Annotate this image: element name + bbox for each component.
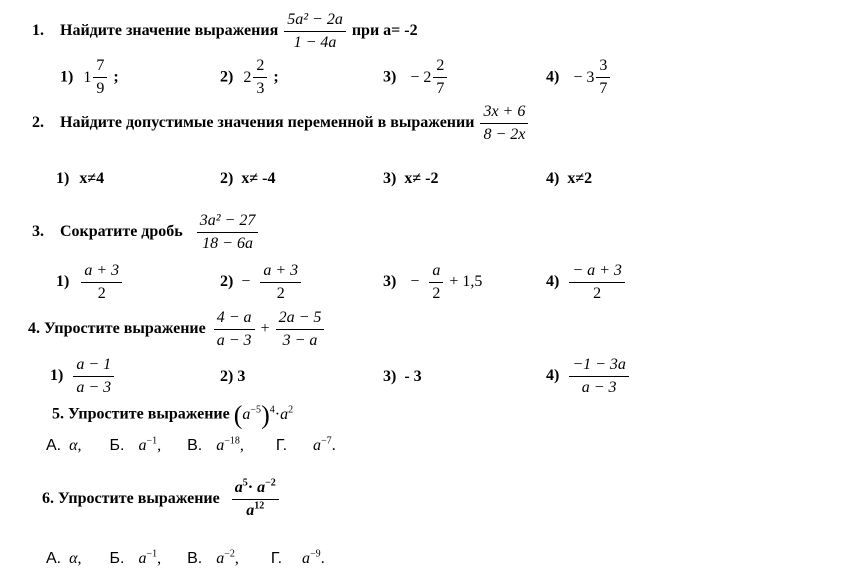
minus-sign: − (410, 273, 420, 291)
fraction-2-numerator: 2a − 5 (276, 310, 325, 330)
question-3-expression (197, 213, 259, 252)
numerator: 3 (596, 58, 610, 78)
question-1-condition: при a= -2 (351, 22, 418, 40)
mixed-number (243, 58, 269, 97)
answer-label: 2) (220, 368, 234, 385)
q1-answer-4[interactable] (546, 58, 612, 97)
question-6-text: 6. Упростите выражение (42, 490, 220, 508)
answer-label: 1) (56, 170, 70, 187)
numerator: a (429, 263, 443, 283)
denominator: 7 (436, 80, 445, 97)
answer-tail: + 1,5 (449, 273, 483, 291)
question-1-number: 1. (32, 22, 44, 40)
numerator: a + 3 (260, 263, 301, 283)
separator: , (157, 550, 162, 567)
separator: . (331, 437, 336, 454)
answer-label: 2) (220, 273, 234, 291)
denominator-base: a (246, 502, 255, 519)
answer-exponent: −9 (310, 548, 321, 560)
answer-label: В. (187, 550, 203, 567)
multiply-dot: · (247, 479, 254, 496)
question-6 (42, 477, 281, 519)
question-2-expression (480, 104, 528, 143)
answer-value: x≠ -2 (404, 170, 439, 187)
q4-answer-3[interactable] (383, 368, 422, 386)
numerator: 2 (433, 58, 447, 78)
mixed-number (569, 58, 612, 97)
q2-answer-2[interactable] (220, 170, 275, 188)
answer-label: 2) (220, 68, 234, 86)
q4-answer-1[interactable] (50, 357, 116, 396)
q3-answer-1[interactable] (56, 263, 124, 302)
numerator: a − 1 (73, 357, 114, 377)
q6-answer-a[interactable] (46, 550, 82, 567)
answer-base: α (69, 437, 78, 454)
question-5-text: 5. Упростите выражение (52, 405, 230, 423)
q3-answer-4[interactable] (546, 263, 627, 302)
q6-answer-d[interactable] (271, 550, 325, 567)
answer-label: 3) (383, 68, 397, 86)
q5-answer-b[interactable] (110, 437, 162, 454)
whole-part: 3 (586, 68, 595, 86)
question-4-text: 4. Упростите выражение (28, 320, 206, 338)
answer-tail: ; (273, 68, 279, 86)
numerator-exponent-2: −2 (265, 477, 276, 489)
answer-base: a (138, 437, 147, 454)
fraction-2-denominator: 3 − a (282, 332, 318, 349)
q5-answer-a[interactable] (46, 437, 82, 454)
separator: , (77, 550, 82, 567)
fraction-1-numerator: 4 − a (214, 310, 255, 330)
answer-label: 1) (50, 367, 64, 385)
question-5-expression: $(a^{-5})^4\cdot a^2$ (233, 400, 294, 429)
answer-label: 4) (546, 273, 560, 291)
numerator-exponent-1: 5 (242, 477, 248, 489)
answer-label: В. (187, 437, 203, 454)
q4-answer-2[interactable] (220, 368, 245, 386)
answer-base: α (69, 550, 78, 567)
denominator: a − 3 (76, 379, 112, 396)
q6-answer-c[interactable] (187, 550, 239, 567)
inner-exponent: −5 (250, 404, 262, 416)
answer-label: А. (46, 437, 62, 454)
q5-answer-d[interactable] (276, 437, 336, 454)
answer-label: 4) (546, 170, 560, 187)
minus-sign: − (241, 273, 251, 291)
answer-label: 3) (383, 170, 397, 187)
answer-exponent: −1 (146, 548, 158, 560)
question-2-text: Найдите допустимые значения переменной в выражении (60, 114, 475, 132)
answer-exponent: −2 (224, 548, 235, 560)
separator: , (157, 437, 162, 454)
question-3-text: Сократите дробь (60, 223, 183, 241)
question-1-expression (284, 12, 346, 51)
answer-label: А. (46, 550, 62, 567)
question-1-expr-numerator: 5a² − 2a (284, 12, 346, 32)
q6-answer-b[interactable] (110, 550, 162, 567)
question-1-text: Найдите значение выражения (60, 22, 279, 40)
multiply-dot: · (274, 405, 281, 423)
answer-label: 2) (220, 170, 234, 187)
answer-label: 1) (60, 68, 74, 86)
question-2-expr-denominator: 8 − 2x (483, 126, 526, 143)
answer-exponent: −7 (321, 435, 332, 447)
base: a (242, 405, 251, 423)
denominator: 7 (599, 80, 608, 97)
question-2 (32, 104, 530, 143)
denominator: 2 (432, 285, 441, 302)
q2-answer-1[interactable] (56, 170, 104, 188)
answer-label: Б. (109, 550, 125, 567)
question-3-expr-numerator: 3a² − 27 (197, 213, 259, 233)
denominator: 2 (276, 285, 285, 302)
answer-label: 3) (383, 368, 397, 385)
tail-base: a (280, 405, 289, 423)
separator: . (320, 550, 325, 567)
whole-part: 2 (423, 68, 432, 86)
answer-tail: ; (113, 68, 119, 86)
answer-value: x≠ -4 (241, 170, 276, 187)
answer-base: a (216, 437, 225, 454)
tail-exponent: 2 (288, 404, 294, 416)
numerator: a + 3 (81, 263, 122, 283)
mixed-number (406, 58, 449, 97)
denominator-exponent: 12 (254, 500, 265, 512)
answer-label: 4) (546, 367, 560, 385)
question-6-expression (232, 477, 279, 519)
answer-base: a (138, 550, 147, 567)
q1-answer-1[interactable] (60, 58, 119, 97)
q2-answer-4[interactable] (546, 170, 592, 188)
answer-value: 3 (237, 368, 246, 385)
denominator: 3 (256, 80, 265, 97)
question-1-expr-denominator: 1 − 4a (293, 34, 337, 51)
question-2-expr-numerator: 3x + 6 (480, 104, 528, 124)
q5-answers (46, 437, 336, 455)
question-4 (28, 310, 326, 349)
denominator: a − 3 (581, 379, 617, 396)
minus-sign: − (573, 68, 583, 86)
answer-label: 1) (56, 273, 70, 291)
answer-base: a (216, 550, 225, 567)
numerator: − a + 3 (569, 263, 625, 283)
numerator-base-2: a (257, 479, 266, 496)
question-3-number: 3. (32, 223, 44, 241)
separator: , (234, 550, 239, 567)
answer-label: Б. (109, 437, 125, 454)
fraction-1-denominator: a − 3 (216, 332, 252, 349)
question-3 (32, 213, 260, 252)
separator: , (77, 437, 82, 454)
question-2-number: 2. (32, 114, 44, 132)
denominator: 2 (593, 285, 602, 302)
q4-answer-4[interactable] (546, 357, 631, 396)
mixed-number (83, 58, 109, 97)
answer-base: a (313, 437, 322, 454)
answer-label: 4) (546, 68, 560, 86)
q3-answer-3[interactable] (383, 263, 482, 302)
answer-value: x≠2 (567, 170, 593, 187)
whole-part: 2 (243, 68, 252, 86)
answer-exponent: −1 (146, 435, 158, 447)
q1-answer-2[interactable] (220, 58, 279, 97)
numerator: 7 (93, 58, 107, 78)
numerator: −1 − 3a (569, 357, 629, 377)
question-5 (52, 402, 293, 428)
answer-value: x≠4 (79, 170, 105, 187)
q5-answer-c[interactable] (187, 437, 244, 454)
answer-value: - 3 (404, 368, 422, 385)
answer-label: Г. (275, 437, 288, 454)
answer-label: 3) (383, 273, 397, 291)
q1-answer-3[interactable] (383, 58, 449, 97)
question-1 (32, 12, 418, 51)
answer-exponent: −18 (224, 435, 240, 447)
whole-part: 1 (83, 68, 92, 86)
q2-answer-3[interactable] (383, 170, 438, 188)
plus-sign: + (260, 320, 270, 338)
minus-sign: − (410, 68, 420, 86)
q6-answers (46, 550, 325, 568)
q3-answer-2[interactable] (220, 263, 303, 302)
question-3-expr-denominator: 18 − 6a (202, 235, 253, 252)
answer-base: a (302, 550, 311, 567)
outer-exponent: 4 (269, 404, 275, 416)
answer-label: Г. (270, 550, 283, 567)
denominator: 9 (96, 80, 105, 97)
denominator: 2 (97, 285, 106, 302)
numerator: 2 (253, 58, 267, 78)
numerator-base-1: a (234, 479, 243, 496)
separator: , (239, 437, 244, 454)
